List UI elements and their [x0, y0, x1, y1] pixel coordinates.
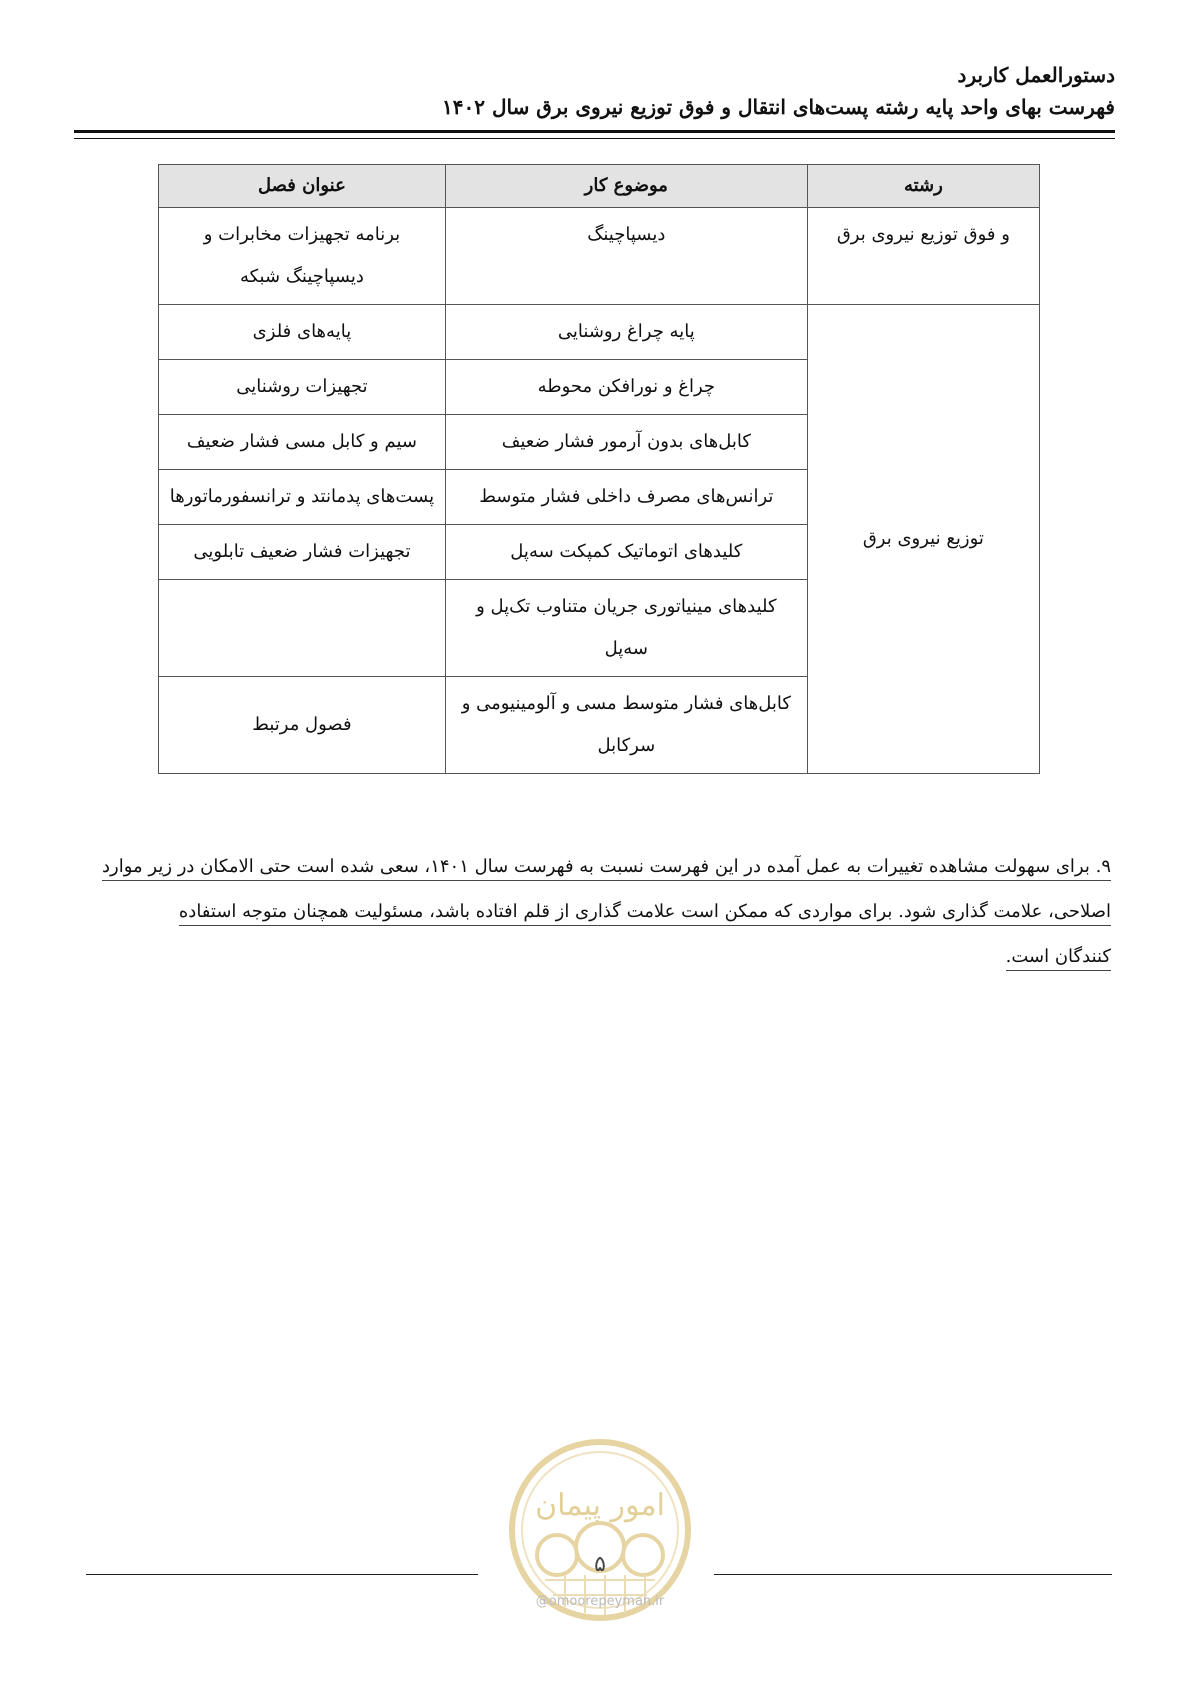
subject-cell: دیسپاچینگ	[445, 208, 807, 305]
chapter-cell: برنامه تجهیزات مخابرات و دیسپاچینگ شبکه	[159, 208, 446, 305]
subject-cell: ترانس‌های مصرف داخلی فشار متوسط	[445, 470, 807, 525]
page-header	[74, 60, 1115, 122]
seal-text: امور پیمان	[535, 1488, 665, 1523]
table-header-row	[159, 165, 1040, 208]
footer-rule	[86, 1574, 478, 1575]
subject-cell: کابل‌های فشار متوسط مسی و آلومینیومی و سرکابل	[445, 677, 807, 774]
subject-cell: کابل‌های بدون آرمور فشار ضعیف	[445, 415, 807, 470]
column-header-field: رشته	[807, 165, 1039, 208]
document-title: دستورالعمل کاربرد	[957, 63, 1115, 87]
chapter-cell: تجهیزات روشنایی	[159, 360, 446, 415]
note-paragraph	[86, 844, 1111, 979]
column-header-chapter: عنوان فصل	[159, 165, 446, 208]
chapter-cell	[159, 580, 446, 677]
merged-field-cell: توزیع نیروی برق	[807, 305, 1039, 774]
subject-cell: کلیدهای اتوماتیک کمپکت سه‌پل	[445, 525, 807, 580]
note-line: ۹. برای سهولت مشاهده تغییرات به عمل آمده در این فهرست نسبت به فهرست سال ۱۴۰۱، سعی شده است حتی الامکان در زیر موارد	[102, 856, 1111, 881]
subject-cell: چراغ و نورافکن محوطه	[445, 360, 807, 415]
subject-cell: کلیدهای مینیاتوری جریان متناوب تک‌پل و سه‌پل	[445, 580, 807, 677]
page-number: ۵	[594, 1552, 606, 1577]
chapter-cell: تجهیزات فشار ضعیف تابلویی	[159, 525, 446, 580]
price-list-table	[158, 164, 1040, 774]
column-header-subject: موضوع کار	[445, 165, 807, 208]
chapter-cell: فصول مرتبط	[159, 677, 446, 774]
subject-cell: پایه چراغ روشنایی	[445, 305, 807, 360]
note-line: اصلاحی، علامت گذاری شود. برای مواردی که ممکن است علامت گذاری از قلم افتاده باشد، مسئولیت همچنان متوجه استفاده	[179, 901, 1111, 926]
chapter-cell: پایه‌های فلزی	[159, 305, 446, 360]
table-row	[159, 208, 1040, 305]
field-cell: و فوق توزیع نیروی برق	[807, 208, 1039, 305]
chapter-cell: سیم و کابل مسی فشار ضعیف	[159, 415, 446, 470]
table-row	[159, 305, 1040, 360]
chapter-cell: پست‌های پدمانتد و ترانسفورماتورها	[159, 470, 446, 525]
note-line: کنندگان است.	[1006, 946, 1111, 971]
header-double-rule	[74, 130, 1115, 139]
footer-rule	[714, 1574, 1112, 1575]
document-subtitle: فهرست بهای واحد پایه رشته پست‌های انتقال و فوق توزیع نیروی برق سال ۱۴۰۲	[442, 95, 1115, 119]
website-watermark: @omoorepeyman.ir	[535, 1594, 665, 1609]
